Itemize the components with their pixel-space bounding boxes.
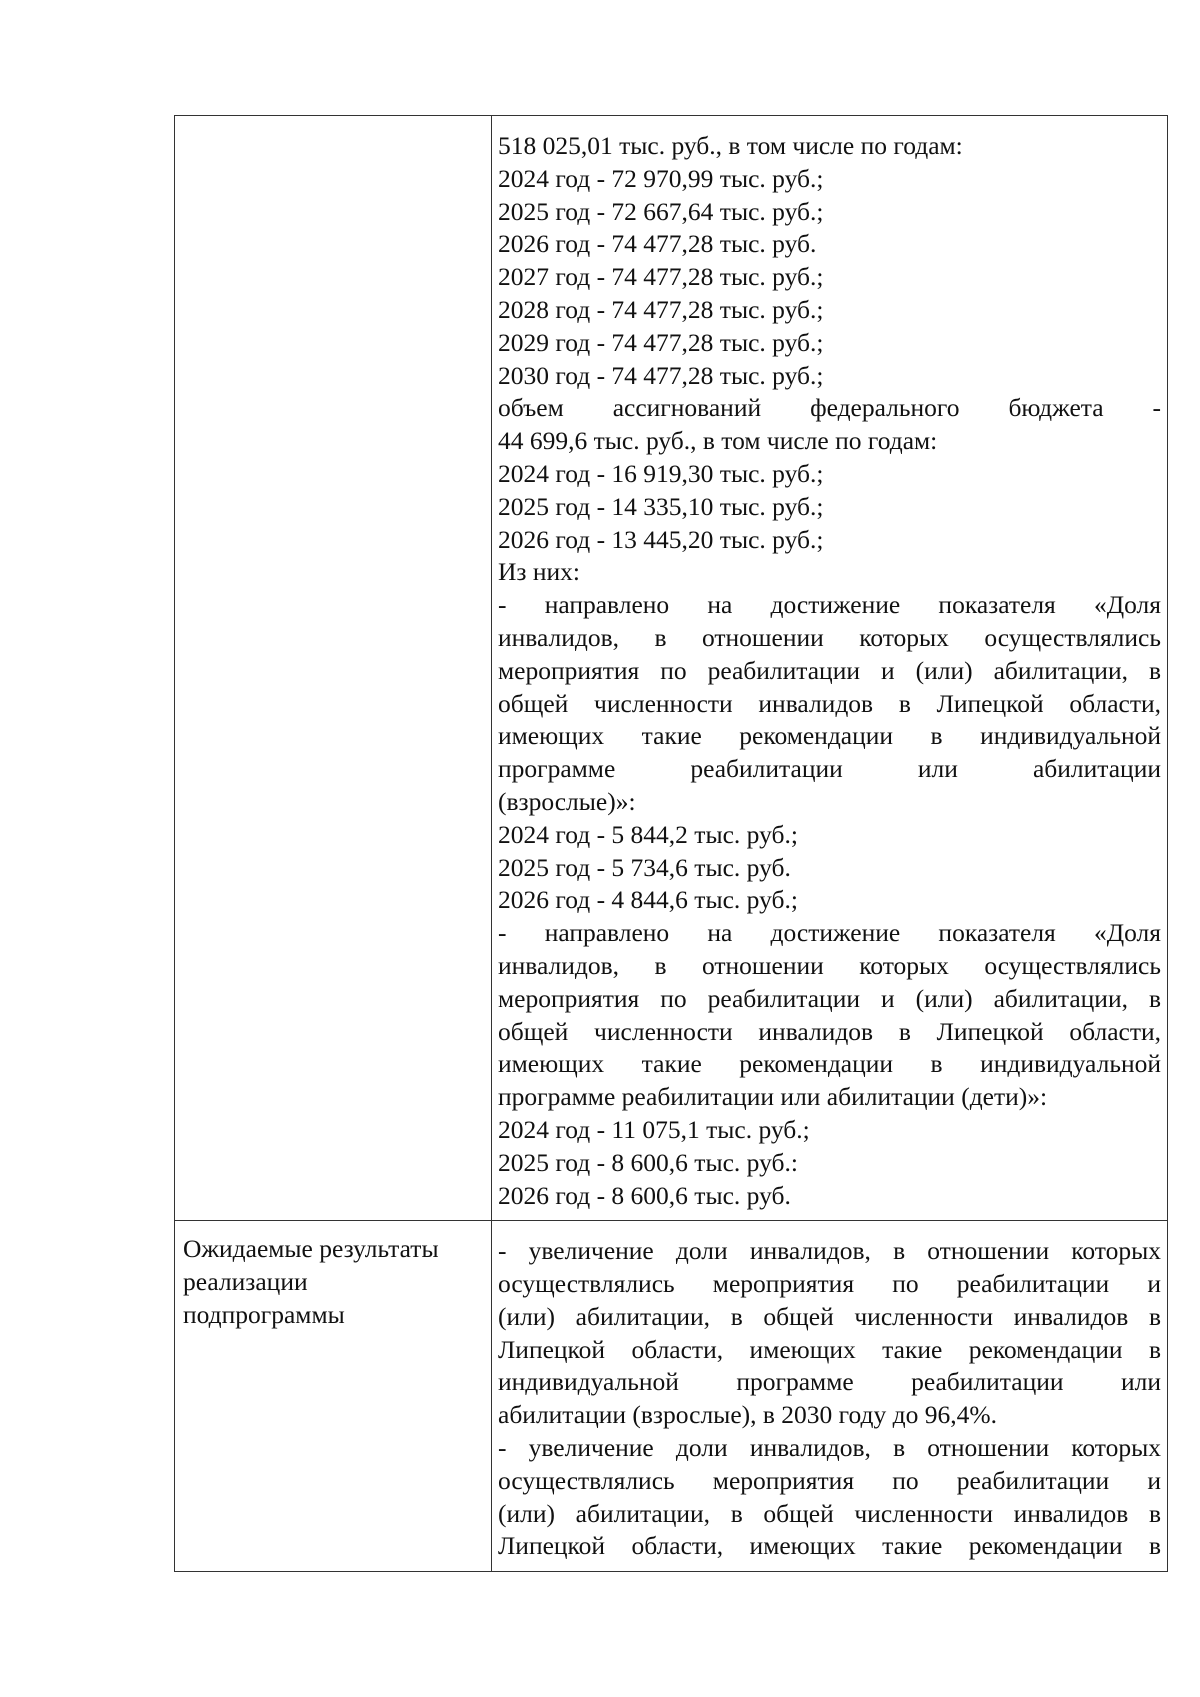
- funding-line: 2027 год - 74 477,28 тыс. руб.;: [498, 262, 824, 292]
- funding-line: общей численности инвалидов в Липецкой области,: [498, 688, 1161, 718]
- result-line: - увеличение доли инвалидов, в отношении которых: [498, 1236, 1161, 1266]
- funding-line: 2029 год - 74 477,28 тыс. руб.;: [498, 327, 824, 357]
- funding-line: программе реабилитации или абилитации (дети)»:: [498, 1082, 1048, 1112]
- funding-line: инвалидов, в отношении которых осуществлялись: [498, 950, 1161, 980]
- funding-line: 2026 год - 74 477,28 тыс. руб.: [498, 229, 817, 259]
- results-label-line: Ожидаемые результаты: [183, 1234, 439, 1264]
- funding-line: 2025 год - 8 600,6 тыс. руб.:: [498, 1147, 798, 1177]
- funding-line: общей численности инвалидов в Липецкой области,: [498, 1016, 1161, 1046]
- result-line: (или) абилитации, в общей численности инвалидов в: [498, 1498, 1161, 1528]
- funding-line: 2026 год - 4 844,6 тыс. руб.;: [498, 885, 798, 915]
- funding-line: 2028 год - 74 477,28 тыс. руб.;: [498, 294, 824, 324]
- result-line: индивидуальной программе реабилитации или: [498, 1367, 1161, 1397]
- funding-line: 2026 год - 13 445,20 тыс. руб.;: [498, 524, 824, 554]
- results-label: [175, 1221, 491, 1339]
- results-row: [175, 1221, 1168, 1572]
- funding-line: - направлено на достижение показателя «Доля: [498, 918, 1161, 948]
- funding-line: 2025 год - 14 335,10 тыс. руб.;: [498, 491, 824, 521]
- results-value-cell: [492, 1221, 1168, 1572]
- funding-line: инвалидов, в отношении которых осуществлялись: [498, 622, 1161, 652]
- result-line: абилитации (взрослые), в 2030 году до 96,4%.: [498, 1400, 997, 1430]
- funding-line: Из них:: [498, 557, 580, 587]
- funding-line: мероприятия по реабилитации и (или) абилитации, в: [498, 655, 1161, 685]
- results-label-cell: [175, 1221, 492, 1572]
- funding-line: 2024 год - 72 970,99 тыс. руб.;: [498, 163, 824, 193]
- funding-line: 2024 год - 11 075,1 тыс. руб.;: [498, 1114, 810, 1144]
- result-line: (или) абилитации, в общей численности инвалидов в: [498, 1301, 1161, 1331]
- subprogram-passport-table: [174, 115, 1168, 1572]
- funding-text: [492, 116, 1167, 1220]
- funding-line: имеющих такие рекомендации в индивидуальной: [498, 1049, 1161, 1079]
- results-label-line: подпрограммы: [183, 1299, 345, 1329]
- result-line: осуществлялись мероприятия по реабилитации и: [498, 1465, 1161, 1495]
- funding-line: имеющих такие рекомендации в индивидуальной: [498, 721, 1161, 751]
- funding-line: 2025 год - 72 667,64 тыс. руб.;: [498, 196, 824, 226]
- funding-line: 44 699,6 тыс. руб., в том числе по годам:: [498, 426, 938, 456]
- funding-line: 2024 год - 16 919,30 тыс. руб.;: [498, 458, 824, 488]
- funding-line: программе реабилитации или абилитации: [498, 754, 1161, 784]
- funding-label-cell: [175, 116, 492, 1221]
- funding-line: объем ассигнований федерального бюджета -: [498, 393, 1161, 423]
- funding-line: 2030 год - 74 477,28 тыс. руб.;: [498, 360, 824, 390]
- result-line: Липецкой области, имеющих такие рекомендации в: [498, 1334, 1161, 1364]
- funding-line: (взрослые)»:: [498, 786, 636, 816]
- result-line: Липецкой области, имеющих такие рекомендации в: [498, 1531, 1161, 1561]
- results-text: [492, 1221, 1167, 1571]
- results-label-line: реализации: [183, 1267, 308, 1297]
- result-line: осуществлялись мероприятия по реабилитации и: [498, 1269, 1161, 1299]
- funding-line: 518 025,01 тыс. руб., в том числе по годам:: [498, 131, 963, 160]
- funding-line: 2025 год - 5 734,6 тыс. руб.: [498, 852, 791, 882]
- funding-line: 2024 год - 5 844,2 тыс. руб.;: [498, 819, 798, 849]
- result-line: - увеличение доли инвалидов, в отношении которых: [498, 1433, 1161, 1463]
- funding-row: [175, 116, 1168, 1221]
- funding-line: - направлено на достижение показателя «Доля: [498, 590, 1161, 620]
- funding-line: 2026 год - 8 600,6 тыс. руб.: [498, 1180, 791, 1210]
- funding-value-cell: [492, 116, 1168, 1221]
- funding-line: мероприятия по реабилитации и (или) абилитации, в: [498, 983, 1161, 1013]
